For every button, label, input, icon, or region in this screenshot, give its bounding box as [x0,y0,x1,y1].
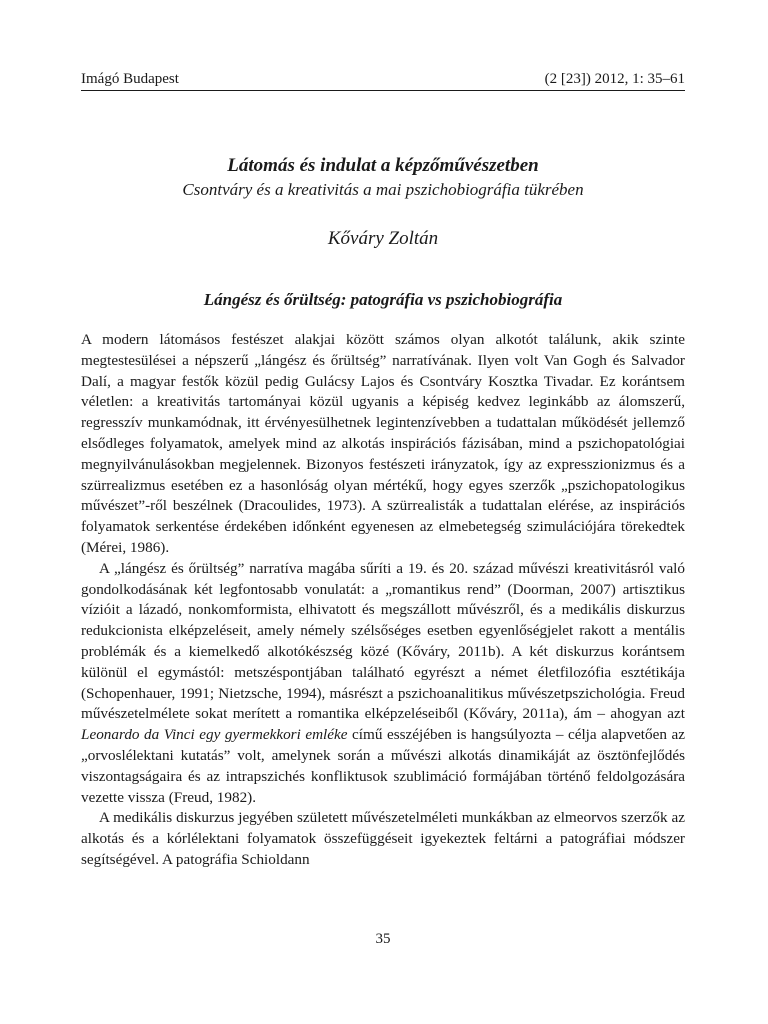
paragraph-2-text-before: A „lángész és őrültség” narratíva magába sűríti a 19. és 20. század művészi kreativitásról való gondolkodásának két legfontosabb vonulatát: a „romantikus rend” (Doorman, 2007) artisztikus vízióit a lázadó, nonkomformista, elhivatott és megszállott művészről, és a medikális diskurzus redukcionista elképzeléseit, amely némely szélsőséges esetben egyenlőségjelet rakott a mentális problémák és a kiemelkedő alkotókészség közé (Kőváry, 2011b). A két diskurzus korántsem különül el egymástól: metszéspontjában található egyrészt a német életfilozófia esztétikája (Schopenhauer, 1991; Nietzsche, 1994), másrészt a pszichoanalitikus művészetpszichológia. Freud művészetelmélete sokat merített a romantika elképzeléseiből (Kőváry, 2011a), ám – ahogyan azt [81,559,685,723]
section-heading: Lángész és őrültség: patográfia vs pszichobiográfia [203,290,563,309]
paragraph-1: A modern látomásos festészet alakjai között számos olyan alkotót találunk, akik szinte megtestesülései a népszerű „lángész és őrültség” narratívának. Ilyen volt Van Gogh és Salvador Dalí, a magyar festők közül pedig Gulácsy Lajos és Csontváry Kosztka Tivadar. Ez korántsem véletlen: a kreativitás tartományai közül ugyanis a képiség kedvez leginkább az álomszerű, regresszív munkamódnak, itt érvényesülhetnek legintenzívebben a tudattalan működését jellemző elsődleges folyamatok, amelyek mind az alkotás inspirációs fázisában, mind a pszichopatológiai megnyilvánulásokban megjelennek. Bizonyos festészeti irányzatok, így az expresszionizmus és a szürrealizmus esetében ez a hasonlóság olyan mértékű, hogy egyes szerzők „pszichopatologikus művészet”-ről beszélnek (Dracoulides, 1973). A szürrealisták a tudattalan elérése, az inspirációs folyamatok serkentése érdekében időnként egyenesen az elmebetegség szimulációjára törekedtek (Mérei, 1986). [81,331,685,556]
paragraph-2-text-after: című esszéjében is hangsúlyozta – célja alapvetően az „orvoslélektani kutatás” volt, amelynek során a művészi alkotás dinamikáját az ösztönfejlődés viszontagságaira és az intrapszichés konfliktusok szublimáció formájában történő feldolgozására vezette vissza (Freud, 1982). [81,726,685,806]
article-title: Látomás és indulat a képzőművészetben [227,155,539,176]
running-head [81,70,685,88]
journal-name: Imágó Budapest [81,71,179,87]
article-body [81,330,685,871]
paragraph-2 [81,559,685,809]
paragraph-3: A medikális diskurzus jegyében született művészetelméleti munkákban az elmeorvos szerzők az alkotás és a kórlélektani folyamatok összefüggéseit igyekeztek feltárni a patográfiai módszer segítségével. A patográfia Schioldann [81,809,685,868]
journal-citation: (2 [23]) 2012, 1: 35–61 [544,71,685,87]
journal-page [81,0,685,1024]
article-subtitle: Csontváry és a kreativitás a mai pszichobiográfia tükrében [182,180,584,199]
cited-work-title: Leonardo da Vinci egy gyermekkori emléke [81,726,348,744]
header-rule [81,90,685,91]
article-author: Kőváry Zoltán [327,228,439,249]
page-number: 35 [375,931,391,947]
